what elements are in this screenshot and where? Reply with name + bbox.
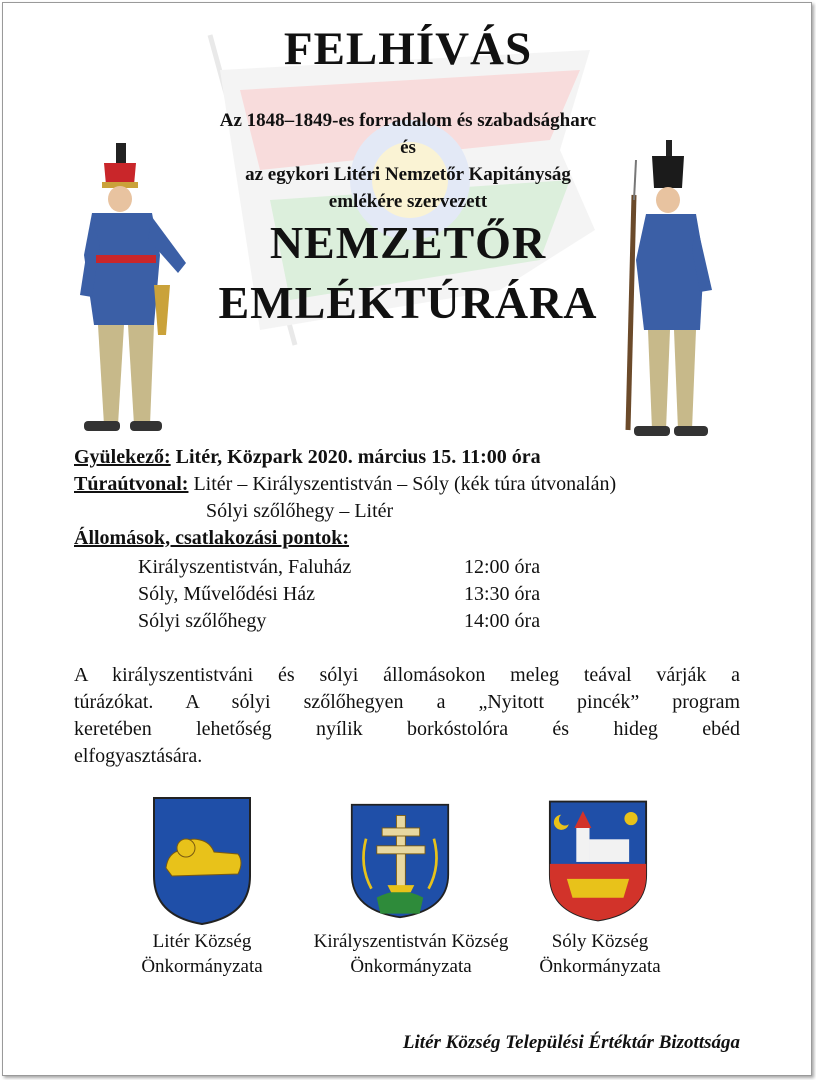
route-value: Litér – Királyszentistván – Sóly (kék túra útvonalán)	[188, 473, 617, 495]
paragraph-line: elfogyasztására.	[74, 745, 203, 767]
footer-signature: Litér Község Települési Értéktár Bizottsága	[402, 1032, 740, 1053]
paragraph-line: A királyszentistváni és sólyi állomásokon meleg teával várják a	[74, 664, 740, 686]
gathering-line	[74, 446, 541, 469]
stations-label: Állomások, csatlakozási pontok:	[74, 527, 350, 549]
church-crest-icon	[548, 796, 648, 926]
intro-line-3: az egykori Litéri Nemzetőr Kapitányság	[245, 164, 571, 185]
station-place: Sólyi szőlőhegy	[138, 610, 267, 632]
paragraph-line: túrázókat. A sólyi szőlőhegyen a „Nyitott pincék” program	[74, 691, 740, 713]
crest-label-liter	[102, 929, 302, 979]
crest-label-line: Önkormányzata	[350, 956, 472, 977]
event-name-line-2: EMLÉKTÚRÁRA	[218, 277, 598, 328]
poster-title: FELHÍVÁS	[283, 23, 533, 75]
gathering-value: Litér, Közpark 2020. március 15. 11:00 óra	[170, 446, 541, 468]
double-cross-crest-icon	[350, 796, 450, 926]
info-paragraph	[74, 662, 740, 770]
intro-line-2: és	[400, 137, 416, 158]
crest-label-kiralyszentistvan	[296, 929, 526, 979]
station-time: 13:30 óra	[464, 583, 541, 605]
station-place: Sóly, Művelődési Ház	[138, 583, 316, 605]
station-time: 12:00 óra	[464, 556, 541, 578]
route-label: Túraútvonal:	[74, 473, 189, 495]
station-time: 14:00 óra	[464, 610, 541, 632]
event-name-line-1: NEMZETŐR	[269, 217, 547, 268]
stations-heading	[74, 527, 349, 550]
station-place: Királyszentistván, Faluház	[138, 556, 352, 578]
paragraph-line: keretében lehetőség nyílik borkóstolóra és hideg ebéd	[74, 718, 740, 740]
route-value-2: Sólyi szőlőhegy – Litér	[206, 500, 394, 522]
crest-label-soly	[500, 929, 700, 979]
crest-label-line: Sóly Község	[551, 931, 649, 952]
route-line	[74, 473, 616, 496]
gathering-label: Gyülekező:	[74, 446, 171, 468]
intro-line-1: Az 1848–1849-es forradalom és szabadságharc	[219, 110, 597, 131]
crest-label-line: Önkormányzata	[539, 956, 661, 977]
crest-label-line: Litér Község	[152, 931, 252, 952]
intro-line-4: emlékére szervezett	[328, 191, 488, 212]
crest-label-line: Királyszentistván Község	[313, 931, 509, 952]
crest-label-line: Önkormányzata	[141, 956, 263, 977]
lion-crest-icon	[152, 796, 252, 926]
